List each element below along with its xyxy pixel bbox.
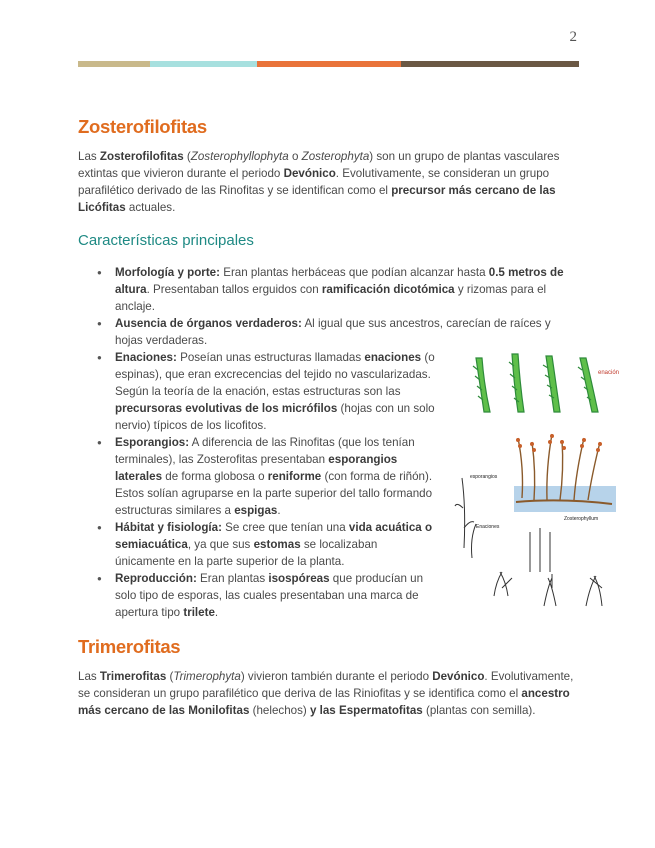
caracteristicas-subheading: Características principales xyxy=(78,232,254,249)
zosterofilofitas-heading: Zosterofilofitas xyxy=(78,116,207,137)
header-color-bar xyxy=(78,61,579,67)
list-item-reproduccion: ● Reproducción: Eran plantas isospóreas que producían un solo tipo de esporas, las cuales presentaban una marca de apertura tipo trilete. xyxy=(97,570,440,621)
water-band xyxy=(514,486,616,512)
list-item-esporangios: ● Esporangios: A diferencia de las Rinofitas (que los tenían terminales), las Zosterofitas presentaban esporangios laterales de forma globosa o reniforme (con forma de riñón). Estos solían agruparse en la parte superior del tallo formando estructuras similares a espigas. xyxy=(97,434,440,519)
trimerofitas-heading: Trimerofitas xyxy=(78,636,181,657)
stem-4 xyxy=(578,358,598,412)
list-item-habitat: ● Hábitat y fisiología: Se cree que tenían una vida acuática o semiacuática, ya que sus estomas se localizaban únicamente en la parte superior de la planta. xyxy=(97,519,440,570)
sporangia xyxy=(516,434,602,452)
bar-segment-brown xyxy=(401,61,579,67)
bar-segment-sand xyxy=(78,61,150,67)
page-number: 2 xyxy=(569,29,577,45)
bar-segment-aqua xyxy=(150,61,257,67)
stem-2 xyxy=(509,354,524,412)
list-item-morfologia: ● Morfología y porte: Eran plantas herbáceas que podían alcanzar hasta 0.5 metros de altura. Presentaban tallos erguidos con ramificación dicotómica y rizomas para el anclaje. xyxy=(97,264,577,315)
stem-3 xyxy=(543,356,560,412)
label-enaciones: Enaciones xyxy=(476,524,500,530)
label-esporangios: esporangios xyxy=(470,474,498,480)
trimerofitas-intro: Las Trimerofitas (Trimerophyta) vivieron también durante el periodo Devónico. Evolutivamente, se consideran un grupo parafilético que deriva de las Riniofitas y se identifica como el ancestro más cercano de las Monilofitas (helechos) y las Espermatofitas (plantas con semilla). xyxy=(78,670,574,717)
zosterophyllum-illustration xyxy=(452,428,622,620)
label-enacion: enación xyxy=(598,370,620,376)
stem-1 xyxy=(473,358,490,412)
list-item-enaciones: ● Enaciones: Poseían unas estructuras llamadas enaciones (o espinas), que eran excrecencias del tejido no vascularizadas. Según la teoría de la enación, estas estructuras son las precursoras evolutivas de los micrófilos (hojas con un solo nervio) típicos de los licofitos. xyxy=(97,349,440,434)
zosterofilofitas-intro: Las Zosterofilofitas (Zosterophyllophyta o Zosterophyta) son un grupo de plantas vasculares extintas que vivieron durante el periodo Devónico. Evolutivamente, se consideran un grupo parafilético derivado de las Rinofitas y se identifican como el precursor más cercano de las Licófitas actuales. xyxy=(78,150,560,214)
enaciones-illustration xyxy=(462,350,632,420)
bar-segment-orange xyxy=(257,61,401,67)
label-zosterophyllum: Zosterophyllum xyxy=(564,516,599,522)
list-item-ausencia: ● Ausencia de órganos verdaderos: Al igual que sus ancestros, carecían de raíces y hojas verdaderas. xyxy=(97,315,577,349)
